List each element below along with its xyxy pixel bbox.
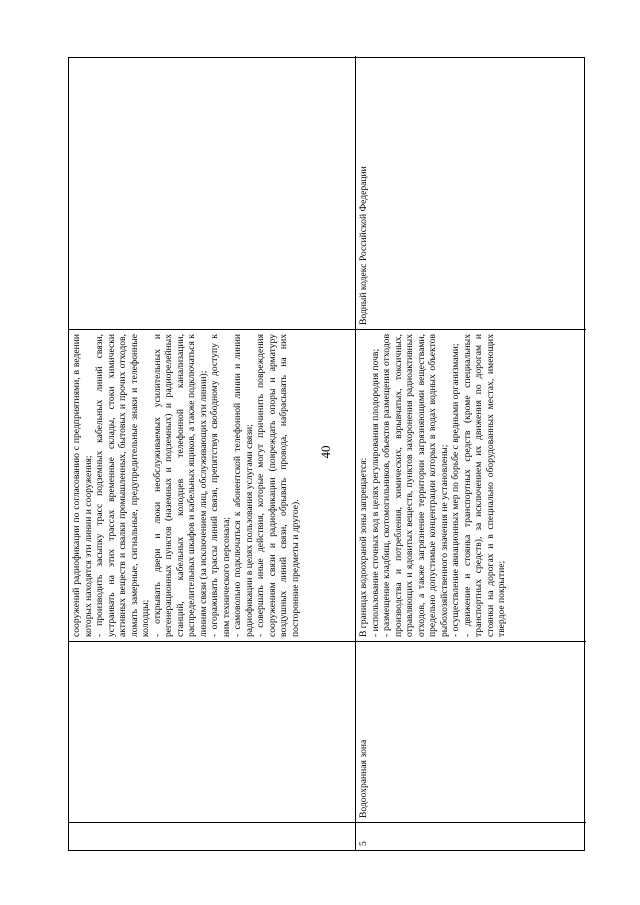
restriction-line: - осуществление авиационных мер по борьбе с вредными организмами;	[450, 343, 461, 637]
restriction-line: - движение и стоянка транспортных средств (кроме специальных транспортных средств), за исключением их движения по дорогам и стоянки на дорогах и в специально оборудованных местах, имеющих твердое покрытие;	[461, 334, 507, 637]
restriction-line: сооружений радиофикации по согласованию с предприятиями, в ведении которых находятся эти линии и сооружения;	[71, 334, 94, 637]
restriction-line: - самовольно подключаться к абонентской телефонной линии и линии радиофикации в целях пользования услугами связи;	[232, 334, 255, 637]
zones-table	[68, 57, 585, 851]
restriction-line: - размещение кладбищ, скотомогильников, объектов размещения отходов производства и потребления, химических, взрывчатых, токсичных, отравляющих и ядовитых веществ, пунктов захоронения радиоактивных отходов, а также загрязнение территории загрязняющими веществами, предельно допустимые концентрации которых в водах водных объектов рыбохозяйственного значения не установлены;	[381, 334, 450, 637]
restriction-line: В границах водоохраной зоны запрещается:	[358, 457, 369, 637]
row-2-zone: Водоохранная зона	[356, 641, 586, 822]
restriction-line: - совершать иные действия, которые могут причинить повреждения сооружениям связи и радиофикации (повреждать опоры и арматуру воздушных линий связи, обрывать провода, набрасывать на них посторонние предметы и другое).	[255, 334, 301, 637]
row-2-restrictions	[356, 329, 586, 641]
row-1-restrictions	[69, 329, 356, 641]
page-number: 40	[318, 445, 333, 459]
row-2-number: 5	[356, 822, 586, 850]
row-2-basis: Водный кодекс Российской Федерации	[358, 166, 369, 325]
restriction-line: - использование сточных вод в целях регулирования плодородия почв;	[369, 348, 381, 637]
restriction-line: - огораживать трассы линий связи, препятствуя свободному доступу к ним технического персонала;	[209, 334, 232, 637]
row-1-basis	[69, 56, 356, 329]
row-1-number	[69, 822, 356, 850]
restriction-line: - производить засыпку трасс подземных кабельных линий связи, устраивать на этих трассах временные склады, стоки химически активных веществ и свалки промышленных, бытовых и прочих отходов, ломать замерные, сигнальные, предупредительные знаки и телефонные колодцы;	[94, 334, 151, 637]
rotated-page	[68, 57, 585, 851]
row-1-zone	[69, 641, 356, 822]
restriction-line: - открывать двери и люки необслуживаемых усилительных и регенерационных пунктов (наземных и подземных) и радиорелейных станций, кабельных колодцев телефонной канализации, распределительных шкафов и кабельных ящиков, а также подключаться к линиям связи (за исключением лиц, обслуживающих эти линии);	[151, 334, 209, 637]
